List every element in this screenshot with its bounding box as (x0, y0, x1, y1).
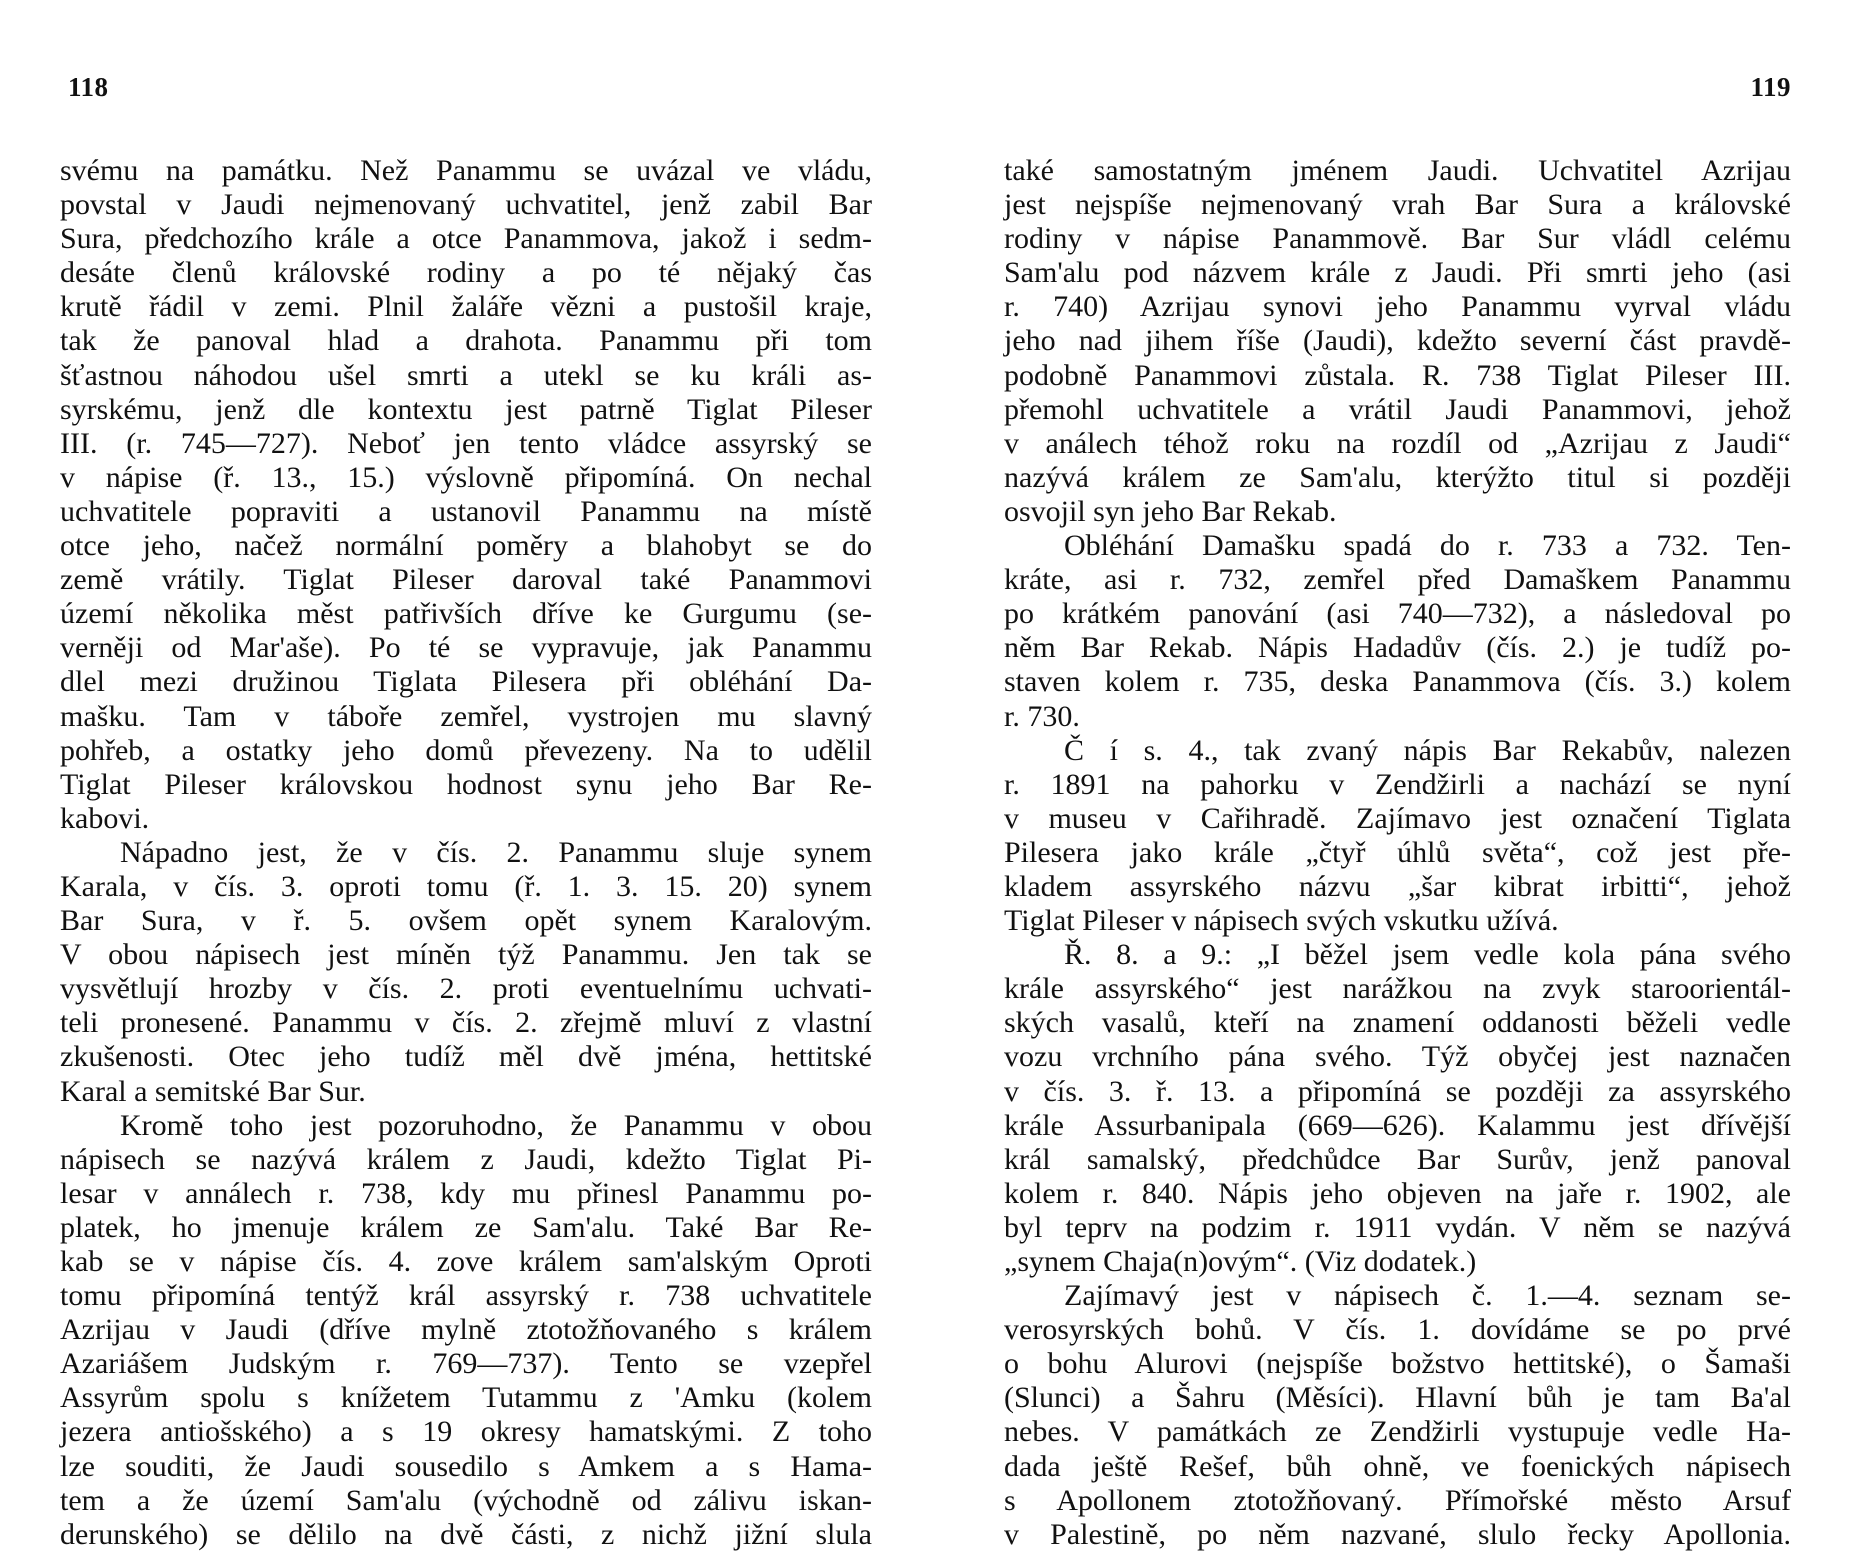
text-line: jest nejspíše nejmenovaný vrah Bar Sura a královské (1004, 188, 1791, 222)
page-number: 119 (1750, 72, 1791, 102)
text-line: vozu vrchního pána svého. Týž obyčej jest naznačen (1004, 1040, 1791, 1074)
text-line: šťastnou náhodou ušel smrti a utekl se ku králi as- (60, 358, 872, 392)
text-line: Obléhání Damašku spadá do r. 733 a 732. Ten- (1064, 529, 1791, 563)
text-line: ských vasalů, kteří na znamení oddanosti běželi vedle (1004, 1006, 1791, 1040)
text-line: krutě řádil v zemi. Plnil žaláře vězni a pustošil kraje, (60, 290, 872, 324)
text-line: Pilesera jako krále „čtyř úhlů světa“, což jest pře- (1004, 835, 1791, 869)
text-line: kab se v nápise čís. 4. zove králem sam'alským Oproti (60, 1245, 872, 1278)
text-line: Assyrům spolu s knížetem Tutammu z 'Amku (kolem (60, 1381, 872, 1415)
text-line: Karala, v čís. 3. oproti tomu (ř. 1. 3. 15. 20) synem (60, 869, 872, 903)
text-line: v Palestině, po něm nazvané, slulo řecky Apollonia. (1004, 1517, 1791, 1551)
text-line: přemohl uchvatitele a vrátil Jaudi Panammovi, jehož (1004, 392, 1791, 426)
right-page (1004, 0, 1791, 1551)
text-line: r. 740) Azrijau synovi jeho Panammu vyrval vládu (1004, 290, 1791, 324)
text-line: krále Assurbanipala (669—626). Kalammu jest dřívější (1004, 1108, 1791, 1142)
text-line: III. (r. 745—727). Neboť jen tento vládce assyrský se (60, 426, 872, 460)
text-line: Kromě toho jest pozoruhodno, že Panammu v obou (120, 1108, 872, 1142)
text-line: Bar Sura, v ř. 5. ovšem opět synem Karalovým. (60, 904, 872, 938)
text-line: nebes. V památkách ze Zendžirli vystupuje vedle Ha- (1004, 1415, 1791, 1449)
text-line: o bohu Alurovi (nejspíše božstvo hettitské), o Šamaši (1004, 1347, 1791, 1381)
text-line: nápisech se nazývá králem z Jaudi, kdežto Tiglat Pi- (60, 1142, 872, 1176)
text-line: mašku. Tam v táboře zemřel, vystrojen mu slavný (60, 699, 872, 733)
text-line: teli pronesené. Panammu v čís. 2. zřejmě mluví z vlastní (60, 1006, 872, 1040)
left-page (60, 0, 872, 1551)
text-line: kolem r. 840. Nápis jeho objeven na jaře r. 1902, ale (1004, 1176, 1791, 1210)
text-line: kráte, asi r. 732, zemřel před Damaškem Panammu (1004, 563, 1791, 597)
text-column (60, 154, 872, 1552)
text-line: derunského) se dělilo na dvě části, z nichž jižní slula (60, 1517, 872, 1551)
text-line: kabovi. (60, 801, 150, 835)
text-line: staven kolem r. 735, deska Panammova (čís. 3.) kolem (1004, 665, 1791, 699)
text-line: platek, ho jmenuje králem ze Sam'alu. Také Bar Re- (60, 1210, 872, 1244)
text-line: podobně Panammovi zůstala. R. 738 Tiglat Pileser III. (1004, 358, 1791, 392)
text-line: území několika měst patřivších dříve ke Gurgumu (se- (60, 597, 872, 631)
page-number: 118 (68, 72, 109, 102)
text-line: desáte členů královské rodiny a po té nějaký čas (60, 256, 872, 290)
text-line: dada ještě Rešef, bůh ohně, ve foenických nápisech (1004, 1449, 1791, 1483)
text-line: jeho nad jihem říše (Jaudi), kdežto severní část pravdě- (1004, 324, 1791, 358)
text-line: tem a že území Sam'alu (východně od zálivu iskan- (60, 1483, 872, 1517)
text-line: Tiglat Pileser v nápisech svých vskutku užívá. (1004, 904, 1559, 938)
text-column (1004, 154, 1791, 1552)
text-line: lze souditi, že Jaudi sousedilo s Amkem a s Hama- (60, 1449, 872, 1483)
text-line: tak že panoval hlad a drahota. Panammu při tom (60, 324, 872, 358)
text-line: syrskému, jenž dle kontextu jest patrně Tiglat Pileser (60, 392, 872, 426)
text-line: byl teprv na podzim r. 1911 vydán. V něm se nazývá (1004, 1210, 1791, 1244)
text-line: dlel mezi družinou Tiglata Pilesera při obléhání Da- (60, 665, 872, 699)
text-line: pohřeb, a ostatky jeho domů převezeny. Na to udělil (60, 733, 872, 767)
text-line: Tiglat Pileser královskou hodnost synu jeho Bar Re- (60, 767, 872, 801)
text-line: země vrátily. Tiglat Pileser daroval také Panammovi (60, 563, 872, 597)
text-line: „synem Chaja(n)ovým“. (Viz dodatek.) (1004, 1245, 1477, 1278)
text-line: verosyrských bohů. V čís. 1. dovídáme se po prvé (1004, 1313, 1791, 1347)
text-line: Nápadno jest, že v čís. 2. Panammu sluje synem (120, 835, 872, 869)
text-line: svému na památku. Než Panammu se uvázal ve vládu, (60, 154, 872, 187)
text-line: povstal v Jaudi nejmenovaný uchvatitel, jenž zabil Bar (60, 188, 872, 222)
text-line: zkušenosti. Otec jeho tudíž měl dvě jména, hettitské (60, 1040, 872, 1074)
text-line: král samalský, předchůdce Bar Surův, jenž panoval (1004, 1142, 1791, 1176)
text-line: jezera antiošského) a s 19 okresy hamatskými. Z toho (60, 1415, 872, 1449)
text-line: v museu v Cařihradě. Zajímavo jest označení Tiglata (1004, 801, 1791, 835)
text-line: něm Bar Rekab. Nápis Hadadův (čís. 2.) je tudíž po- (1004, 631, 1791, 665)
text-line: Zajímavý jest v nápisech č. 1.—4. seznam se- (1064, 1279, 1791, 1313)
text-line: tomu připomíná tentýž král assyrský r. 738 uchvatitele (60, 1279, 872, 1313)
text-line: rodiny v nápise Panammově. Bar Sur vládl celému (1004, 222, 1791, 256)
text-line: V obou nápisech jest míněn týž Panammu. Jen tak se (60, 938, 872, 972)
text-line: r. 730. (1004, 699, 1080, 733)
text-line: Sam'alu pod názvem krále z Jaudi. Při smrti jeho (asi (1004, 256, 1791, 290)
text-line: otce jeho, načež normální poměry a blahobyt se do (60, 529, 872, 563)
text-line: osvojil syn jeho Bar Rekab. (1004, 494, 1337, 528)
text-line: (Slunci) a Šahru (Měsíci). Hlavní bůh je tam Ba'al (1004, 1381, 1791, 1415)
text-line: po krátkém panování (asi 740—732), a následoval po (1004, 597, 1791, 631)
text-line: nazývá králem ze Sam'alu, kterýžto titul si později (1004, 460, 1791, 494)
text-line: v nápise (ř. 13., 15.) výslovně připomíná. On nechal (60, 460, 872, 494)
text-line: Azrijau v Jaudi (dříve mylně ztotožňovaného s králem (60, 1313, 872, 1347)
text-line: Sura, předchozího krále a otce Panammova, jakož i sedm- (60, 222, 872, 256)
text-line: v čís. 3. ř. 13. a připomíná se později za assyrského (1004, 1074, 1791, 1108)
text-line: také samostatným jménem Jaudi. Uchvatitel Azrijau (1004, 154, 1791, 187)
text-line: verněji od Mar'aše). Po té se vypravuje, jak Panammu (60, 631, 872, 665)
text-line: r. 1891 na pahorku v Zendžirli a nachází se nyní (1004, 767, 1791, 801)
text-line: krále assyrského“ jest narážkou na zvyk staroorientál- (1004, 972, 1791, 1006)
text-line: Karal a semitské Bar Sur. (60, 1074, 366, 1108)
text-line: Ř. 8. a 9.: „I běžel jsem vedle kola pána svého (1064, 938, 1791, 972)
text-line: uchvatitele popraviti a ustanovil Panammu na místě (60, 494, 872, 528)
text-line: Azariášem Judským r. 769—737). Tento se vzepřel (60, 1347, 872, 1381)
text-line: kladem assyrského názvu „šar kibrat irbitti“, jehož (1004, 869, 1791, 903)
text-line: v análech téhož roku na rozdíl od „Azrijau z Jaudi“ (1004, 426, 1791, 460)
text-line: s Apollonem ztotožňovaný. Přímořské město Arsuf (1004, 1483, 1791, 1517)
text-line: Č í s. 4., tak zvaný nápis Bar Rekabův, nalezen (1064, 733, 1791, 767)
text-line: lesar v annálech r. 738, kdy mu přinesl Panammu po- (60, 1176, 872, 1210)
text-line: vysvětlují hrozby v čís. 2. proti eventuelnímu uchvati- (60, 972, 872, 1006)
